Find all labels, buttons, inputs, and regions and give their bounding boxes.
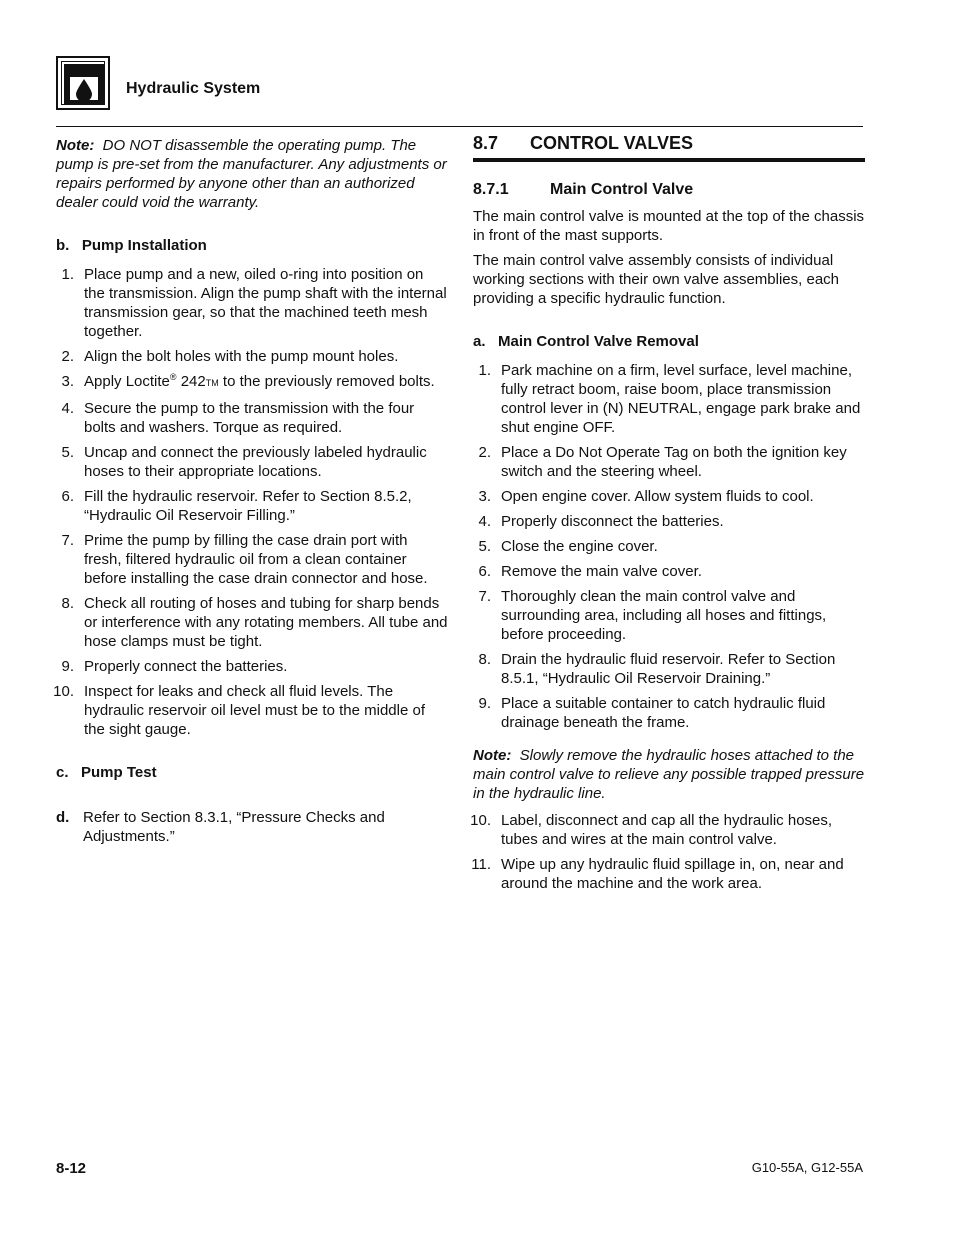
list-item: 5. Close the engine cover. xyxy=(478,538,658,555)
list-item: 7. Prime the pump by filling the case drain port with fresh, filtered hydraulic oil from a clean container before installing the case drain connector and hose. xyxy=(61,532,428,587)
paragraph: The main control valve assembly consists of individual working sections with their own valve assemblies, each providing a specific hydraulic function. xyxy=(473,252,839,307)
list-item: 10. Inspect for leaks and check all fluid levels. The hydraulic reservoir oil level must be to the middle of the sight gauge. xyxy=(53,683,425,738)
section-heading xyxy=(473,134,865,162)
removal-steps xyxy=(473,361,865,732)
pressure-check-reference xyxy=(56,808,448,846)
list-item: 2. Align the bolt holes with the pump mount holes. xyxy=(61,348,399,365)
pressure-note xyxy=(473,746,865,803)
right-column xyxy=(470,133,865,899)
section-number: 8.7 xyxy=(473,133,499,153)
list-item: 6. Remove the main valve cover. xyxy=(478,563,702,580)
list-item: 9. Properly connect the batteries. xyxy=(61,658,288,675)
list-item: 6. Fill the hydraulic reservoir. Refer to Section 8.5.2, “Hydraulic Oil Reservoir Filling.” xyxy=(61,488,412,524)
pump-test-heading: c. Pump Test xyxy=(56,764,157,781)
model-numbers: G10-55A, G12-55A xyxy=(751,1160,863,1175)
note-label: Note: xyxy=(56,137,95,154)
list-item: 10. Label, disconnect and cap all the hydraulic hoses, tubes and wires at the main control valve. xyxy=(470,812,833,848)
list-item: 9. Place a suitable container to catch hydraulic fluid drainage beneath the frame. xyxy=(478,695,826,731)
header-rule xyxy=(56,126,863,127)
list-item: 7. Thoroughly clean the main control valve and surrounding area, including all hoses and fittings, before proceeding. xyxy=(478,588,827,643)
warranty-note xyxy=(56,136,448,212)
list-item: 4. Properly disconnect the batteries. xyxy=(478,513,724,530)
list-item: 1. Park machine on a firm, level surface, level machine, fully retract boom, raise boom, place transmission control lever in (N) NEUTRAL, engage park brake and shut engine OFF. xyxy=(478,362,861,436)
hydraulic-cylinder-icon xyxy=(62,62,106,106)
section-logo xyxy=(56,56,110,110)
list-item: 3. Apply Loctite® 242TM to the previously removed bolts. xyxy=(61,372,435,390)
section-name: Hydraulic System xyxy=(126,80,261,97)
pump-installation-heading: b. Pump Installation xyxy=(56,237,207,254)
removal-heading: a. Main Control Valve Removal xyxy=(473,333,699,350)
subsection-number: 8.7.1 xyxy=(473,181,509,198)
left-column xyxy=(53,134,448,846)
item-label: d. xyxy=(56,809,70,826)
item-text: Refer to Section 8.3.1, “Pressure Checks and Adjustments.” xyxy=(83,809,385,845)
section-title: CONTROL VALVES xyxy=(530,133,694,153)
list-item: 5. Uncap and connect the previously labeled hydraulic hoses to their appropriate locations. xyxy=(61,444,427,480)
list-item: 3. Open engine cover. Allow system fluids to cool. xyxy=(478,488,814,505)
install-steps xyxy=(53,265,448,739)
note-text: DO NOT disassemble the operating pump. The pump is pre-set from the manufacturer. Any adjustments or repairs performed by anyone other than an authorized dealer could void the warranty. xyxy=(56,137,447,211)
list-item: 1. Place pump and a new, oiled o-ring into position on the transmission. Align the pump shaft with the internal transmission gear, so that the machined teeth mesh together. xyxy=(61,266,447,340)
list-item: 11. Wipe up any hydraulic fluid spillage in, on, near and around the machine and the work area. xyxy=(471,856,844,892)
note-text: Slowly remove the hydraulic hoses attached to the main control valve to relieve any possible trapped pressure in the hydraulic line. xyxy=(473,747,865,802)
paragraph: The main control valve is mounted at the top of the chassis in front of the mast supports. xyxy=(473,208,865,244)
list-item: 4. Secure the pump to the transmission with the four bolts and washers. Torque as required. xyxy=(61,400,415,436)
page-number: 8-12 xyxy=(56,1160,87,1177)
note-label: Note: xyxy=(473,747,512,764)
list-item: 8. Drain the hydraulic fluid reservoir. Refer to Section 8.5.1, “Hydraulic Oil Reservoir Draining.” xyxy=(478,651,836,687)
list-item: 2. Place a Do Not Operate Tag on both the ignition key switch and the steering wheel. xyxy=(478,444,847,480)
list-item: 8. Check all routing of hoses and tubing for sharp bends or interference with any rotating members. All tube and hose clamps must be tight. xyxy=(61,595,448,650)
removal-steps-continued xyxy=(470,811,865,893)
subsection-title: Main Control Valve xyxy=(550,181,694,198)
subsection-heading xyxy=(473,180,865,199)
